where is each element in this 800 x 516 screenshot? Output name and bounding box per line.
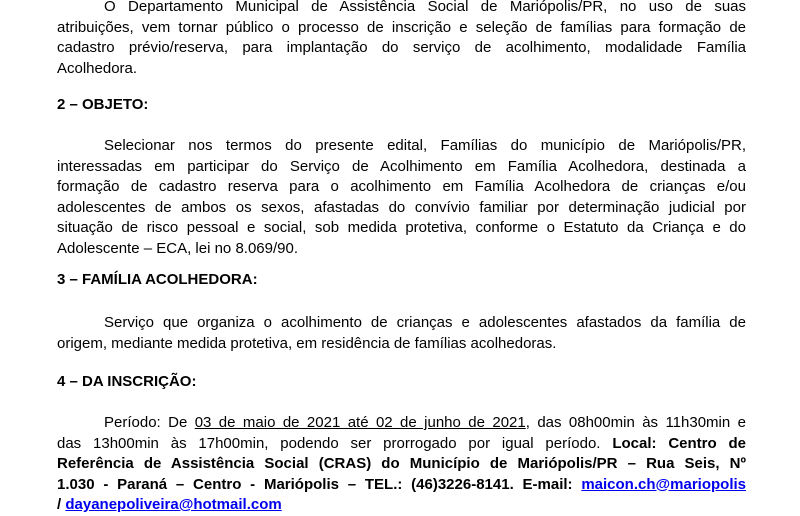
section-3-paragraph	[57, 313, 746, 354]
section-3-line: Serviço que organiza o acolhimento de crianças e adolescentes afastados da família de	[104, 314, 746, 331]
section-3-heading: 3 – FAMÍLIA ACOLHEDORA:	[57, 271, 258, 288]
section-4-paragraph	[57, 413, 746, 516]
period-hours: , das 08h00min às 11h30min e	[525, 414, 746, 431]
section-2-line: Adolescente – ECA, lei no 8.069/90.	[57, 239, 298, 257]
intro-line: Acolhedora.	[57, 59, 138, 77]
period-hours-afternoon: das 13h00min às 17h00min, podendo ser prorrogado por igual período.	[57, 434, 613, 452]
section-2-paragraph	[57, 136, 746, 259]
section-4-line	[57, 434, 746, 455]
intro-line: O Departamento Municipal de Assistência Social de Mariópolis/PR, no uso de suas	[104, 0, 746, 15]
section-4-line	[57, 495, 746, 516]
address-contact: 1.030 - Paraná – Centro - Mariópolis – TEL.: (46)3226-8141. E-mail:	[57, 475, 582, 493]
section-4-line: Referência de Assistência Social (CRAS) do Município de Mariópolis/PR – Rua Seis, Nº	[57, 455, 746, 472]
section-2-line: Selecionar nos termos do presente edital, Famílias do município de Mariópolis/PR,	[104, 137, 746, 154]
email-link-maicon[interactable]: maicon.ch@mariopolis	[581, 475, 746, 493]
section-2-line: formação de cadastro reserva para o acolhimento em Família Acolhedora de crianças e/ou	[57, 178, 746, 195]
section-2-line: situação de risco pessoal e social, sob medida protetiva, conforme o Estatuto da Criança e do	[57, 219, 746, 236]
email-link-dayane[interactable]: dayanepoliveira@hotmail.com	[65, 496, 282, 513]
email-separator: /	[57, 496, 66, 513]
section-4-heading: 4 – DA INSCRIÇÃO:	[57, 373, 197, 390]
location-label: Local: Centro de	[612, 434, 746, 452]
section-2-line: adolescentes de ambos os sexos, afastadas do convívio familiar por determinação judicial por	[57, 198, 746, 216]
section-2-heading: 2 – OBJETO:	[57, 96, 149, 113]
section-4-line	[57, 413, 746, 434]
period-label: Período: De	[104, 414, 195, 431]
intro-line: atribuições, vem tornar público o processo de inscrição e seleção de famílias para formação de	[57, 18, 746, 36]
period-dates: 03 de maio de 2021 até 02 de junho de 2021	[194, 414, 526, 431]
section-2-line: interessadas em participar do Serviço de Acolhimento em Família Acolhedora, destinada a	[57, 157, 746, 175]
section-4-line	[57, 475, 746, 496]
intro-paragraph	[57, 0, 746, 79]
intro-line: cadastro prévio/reserva, para implantação do serviço de acolhimento, modalidade Família	[57, 39, 746, 56]
section-3-line: origem, mediante medida protetiva, em residência de famílias acolhedoras.	[57, 334, 557, 352]
